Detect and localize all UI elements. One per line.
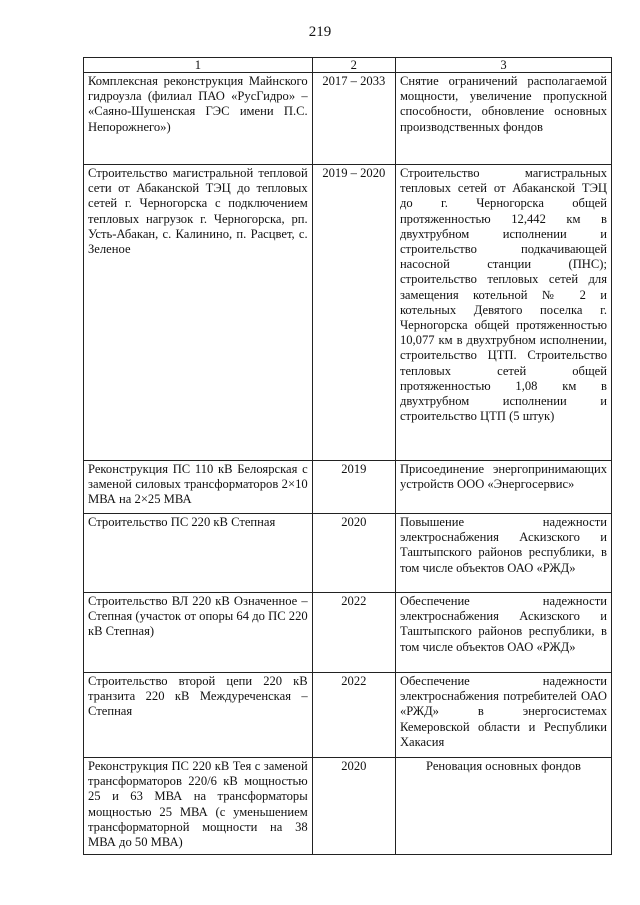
purpose-cell: Обеспечение надежности электроснабжения Аскизского и Таштыпского районов республики, в том числе объектов ОАО «РЖД» bbox=[395, 593, 611, 673]
table-row bbox=[84, 758, 612, 855]
period-cell: 2020 bbox=[312, 758, 395, 855]
purpose-cell: Присоединение энергопринимающих устройств ООО «Энергосервис» bbox=[395, 461, 611, 514]
purpose-cell: Реновация основных фондов bbox=[395, 758, 611, 855]
page-number: 219 bbox=[308, 24, 332, 40]
object-cell: Реконструкция ПС 220 кВ Тея с заменой трансформаторов 220/6 кВ мощностью 25 и 63 МВА на трансформаторы мощностью 25 МВА (с уменьшением трансформаторной мощности на 38 МВА до 50 МВА) bbox=[84, 758, 313, 855]
object-cell: Реконструкция ПС 110 кВ Белоярская с заменой силовых трансформаторов 2×10 МВА на 2×25 МВА bbox=[84, 461, 313, 514]
object-cell: Строительство ВЛ 220 кВ Означенное – Степная (участок от опоры 64 до ПС 220 кВ Степная) bbox=[84, 593, 313, 673]
object-cell: Строительство магистральной тепловой сети от Абаканской ТЭЦ до тепловых сетей г. Черногорска с подключением тепловых нагрузок г. Черногорска, рп. Усть-Абакан, с. Калинино, п. Расцвет, с. Зеленое bbox=[84, 165, 313, 461]
header-col-2: 2 bbox=[312, 58, 395, 73]
table-row bbox=[84, 593, 612, 673]
purpose-cell: Строительство магистральных тепловых сетей от Абаканской ТЭЦ до г. Черногорска общей протяженностью 12,442 км в двухтрубном исполнении и строительство подкачивающей насосной станции (ПНС); строительство тепловых сетей для замещения котельной № 2 и котельных Девятого поселка г. Черногорска общей протяженностью 10,077 км в двухтрубном исполнении, строительство ЦТП. Строительство тепловых сетей общей протяженностью 1,08 км в двухтрубном исполнении и строительство ЦТП (5 штук) bbox=[395, 165, 611, 461]
object-cell: Комплексная реконструкция Майнского гидроузла (филиал ПАО «РусГидро» – «Саяно-Шушенская ГЭС имени П.С. Непорожнего») bbox=[84, 73, 313, 165]
period-cell: 2019 bbox=[312, 461, 395, 514]
object-cell: Строительство второй цепи 220 кВ транзита 220 кВ Междуреченская – Степная bbox=[84, 673, 313, 758]
table-row bbox=[84, 673, 612, 758]
object-cell: Строительство ПС 220 кВ Степная bbox=[84, 514, 313, 593]
purpose-cell: Снятие ограничений располагаемой мощности, увеличение пропускной способности, обновление основных производственных фондов bbox=[395, 73, 611, 165]
period-cell: 2019 – 2020 bbox=[312, 165, 395, 461]
period-cell: 2022 bbox=[312, 673, 395, 758]
purpose-cell: Обеспечение надежности электроснабжения потребителей ОАО «РЖД» в энергосистемах Кемеровской области и Республики Хакасия bbox=[395, 673, 611, 758]
header-col-3: 3 bbox=[395, 58, 611, 73]
period-cell: 2020 bbox=[312, 514, 395, 593]
table-row bbox=[84, 73, 612, 165]
table-row bbox=[84, 165, 612, 461]
header-col-1: 1 bbox=[84, 58, 313, 73]
table-header-row bbox=[84, 58, 612, 73]
table-row bbox=[84, 514, 612, 593]
table-row bbox=[84, 461, 612, 514]
projects-table bbox=[83, 57, 612, 855]
period-cell: 2017 – 2033 bbox=[312, 73, 395, 165]
period-cell: 2022 bbox=[312, 593, 395, 673]
purpose-cell: Повышение надежности электроснабжения Аскизского и Таштыпского районов республики, в том числе объектов ОАО «РЖД» bbox=[395, 514, 611, 593]
